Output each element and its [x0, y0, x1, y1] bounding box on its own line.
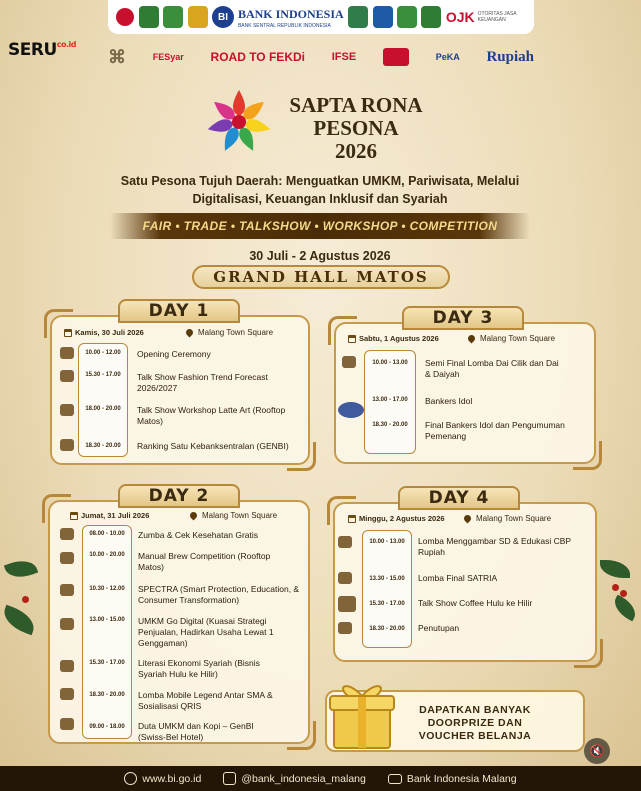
spectra-icon: [60, 584, 74, 596]
globe-icon: [124, 772, 137, 785]
calendar-icon: [348, 335, 356, 343]
event-name: Semi Final Lomba Dai Cilik dan Dai & Daiyah: [425, 358, 559, 379]
speaker-muted-icon: 🔇: [589, 744, 605, 758]
location-pin-icon: [463, 514, 473, 524]
gift-box-icon: [328, 676, 396, 752]
event-time: 13.00 - 15.00: [89, 617, 125, 623]
event-time: 13.30 - 15.00: [369, 576, 405, 582]
anniversary-logo-icon: [383, 48, 409, 66]
drawing-icon: [338, 536, 352, 548]
seru-word: SERU: [8, 40, 57, 60]
event-name: Lomba Menggambar SD & Edukasi CBP Rupiah: [418, 536, 571, 557]
regency-logo-icon: [373, 6, 393, 28]
kopi-malang-icon: [338, 596, 356, 612]
day4-date: Minggu, 2 Agustus 2026: [348, 514, 445, 523]
decor-leaf: [4, 555, 38, 582]
event-name: Final Bankers Idol dan Pengumuman Pemenang: [425, 420, 565, 441]
event-time: 10.00 - 12.00: [85, 350, 121, 356]
bank-indonesia-logo: [212, 5, 344, 29]
instagram-icon: [223, 772, 236, 785]
location-pin-icon: [467, 334, 477, 344]
karya-kreatif-logo-icon: ⌘: [108, 46, 126, 67]
sponsor-ifse: IFSE: [331, 51, 357, 63]
day3-tab: DAY 3: [402, 306, 524, 330]
sponsor-fesyar: FESyar: [152, 52, 184, 62]
event-name: Bankers Idol: [425, 396, 473, 406]
day1-tab: DAY 1: [118, 299, 240, 323]
event-time: 13.00 - 17.00: [372, 397, 408, 403]
event-time: 18.30 - 20.00: [89, 692, 125, 698]
decor-leaf: [0, 605, 38, 635]
zumba-icon: [60, 528, 74, 540]
event-name: Lomba Mobile Legend Antar SMA & Sosialisasi QRIS: [138, 690, 273, 711]
decor-berry: [620, 590, 627, 597]
location-pin-icon: [189, 511, 199, 521]
event-name: Manual Brew Competition (Rooftop Matos): [138, 551, 271, 572]
syariah-icon: [60, 660, 74, 672]
closing-icon: [338, 622, 352, 634]
seru-domain: co.id: [56, 40, 77, 49]
decor-berry: [22, 596, 29, 603]
event-name: UMKM Go Digital (Kuasai Strategi Penjualan, Hadirkan Usaha Lewat 1 Genggaman): [138, 616, 274, 648]
sapta-rona-flower-logo-icon: [203, 86, 275, 158]
day2-location: Malang Town Square: [190, 511, 277, 520]
ojk-subtitle: OTORITAS JASA KEUANGAN: [477, 11, 517, 23]
footer-website[interactable]: [124, 772, 201, 785]
event-name: Literasi Ekonomi Syariah (Bisnis Syariah Hulu ke Hilir): [138, 658, 260, 679]
calendar-icon: [70, 512, 78, 520]
event-time: 15.30 - 17.00: [85, 372, 121, 378]
partner-logo-bar: [108, 0, 534, 34]
jatim-logo-icon: [116, 8, 134, 26]
day3-date: Sabtu, 1 Agustus 2026: [348, 334, 439, 343]
event-time: 15.30 - 17.00: [369, 601, 405, 607]
event-name: Penutupan: [418, 623, 460, 633]
genbi-icon: [60, 439, 74, 451]
event-date-range: 30 Juli - 2 Agustus 2026: [249, 249, 391, 263]
footer-youtube[interactable]: [388, 773, 517, 785]
sponsor-fekdi: ROAD TO FEKDi: [210, 50, 305, 64]
day2-date: Jumat, 31 Juli 2026: [70, 511, 149, 520]
sponsor-logo-row: [108, 40, 534, 74]
day4-location: Malang Town Square: [464, 514, 551, 523]
event-time: 18.30 - 20.00: [85, 443, 121, 449]
event-time: 10.00 - 13.00: [369, 539, 405, 545]
day3-location: Malang Town Square: [468, 334, 555, 343]
decor-leaf: [610, 595, 641, 622]
day1-date: Kamis, 30 Juli 2026: [64, 328, 144, 337]
decor-berry: [612, 584, 619, 591]
regency-logo-icon: [397, 6, 417, 28]
event-name: Talk Show Fashion Trend Forecast 2026/2027: [137, 372, 268, 393]
duta-umkm-icon: [60, 718, 74, 730]
event-title-line2: PESONA: [313, 116, 399, 140]
event-name: Lomba Final SATRIA: [418, 573, 498, 583]
event-time: 10.00 - 20.00: [89, 552, 125, 558]
mobile-legend-icon: [60, 688, 74, 700]
latte-art-icon: [60, 404, 74, 416]
ceremony-icon: [60, 347, 74, 359]
youtube-channel[interactable]: Bank Indonesia Malang: [406, 772, 517, 785]
bank-indonesia-subtitle: BANK SENTRAL REPUBLIK INDONESIA: [237, 23, 331, 29]
decor-leaf: [600, 560, 630, 578]
footer-instagram[interactable]: [223, 772, 366, 785]
location-pin-icon: [185, 328, 195, 338]
event-time: 10.00 - 13.00: [372, 360, 408, 366]
day2-tab: DAY 2: [118, 484, 240, 508]
activities-ribbon: FAIR • TRADE • TALKSHOW • WORKSHOP • COMPETITION: [110, 213, 530, 239]
day1-time-column: [78, 343, 128, 457]
event-name: SPECTRA (Smart Protection, Education, & Consumer Transformation): [138, 584, 300, 605]
event-title-line3: 2026: [335, 139, 377, 163]
youtube-icon: [388, 774, 402, 784]
umkm-digital-icon: [60, 618, 74, 630]
day1-location: Malang Town Square: [186, 328, 273, 337]
event-name: Ranking Satu Kebanksentralan (GENBI): [137, 441, 289, 451]
fashion-icon: [60, 370, 74, 382]
seru-watermark: [8, 40, 76, 60]
bank-indonesia-mark-icon: BI: [212, 6, 234, 28]
calendar-icon: [348, 515, 356, 523]
doorprize-text: DAPATKAN BANYAK DOORPRIZE DAN VOUCHER BELANJA: [418, 704, 532, 742]
ojk-logo: [446, 9, 526, 25]
footer-bar: [0, 766, 641, 791]
event-time: 15.30 - 17.00: [89, 660, 125, 666]
ojk-mark: OJK: [445, 9, 475, 25]
sponsor-peka: PeKA: [435, 52, 460, 62]
event-title-line1: SAPTA RONA: [289, 93, 423, 117]
regency-logo-icon: [348, 6, 368, 28]
bank-indonesia-name: BANK INDONESIA: [237, 7, 344, 21]
day4-tab: DAY 4: [398, 486, 520, 510]
event-title: [281, 94, 431, 163]
event-time: 10.30 - 12.00: [89, 586, 125, 592]
manual-brew-icon: [60, 552, 74, 564]
event-name: Talk Show Coffee Hulu ke Hilir: [418, 598, 533, 608]
regency-logo-icon: [139, 6, 159, 28]
event-name: Talk Show Workshop Latte Art (Rooftop Matos): [137, 405, 286, 426]
event-time: 09.00 - 18.00: [89, 724, 125, 730]
mute-button[interactable]: [584, 738, 610, 764]
event-time: 18.30 - 20.00: [369, 626, 405, 632]
event-time: 08.00 - 10.00: [89, 531, 125, 537]
event-time: 18.00 - 20.00: [85, 406, 121, 412]
event-name: Opening Ceremony: [137, 349, 211, 359]
city-logo-icon: [188, 6, 208, 28]
calendar-icon: [64, 329, 72, 337]
sponsor-rupiah: Rupiah: [486, 48, 534, 65]
event-tagline: Satu Pesona Tujuh Daerah: Menguatkan UMKM, Pariwisata, Melalui Digitalisasi, Keuangan Inklusif dan Syariah: [120, 174, 520, 206]
event-name: Zumba & Cek Kesehatan Gratis: [138, 530, 259, 540]
event-name: Duta UMKM dan Kopi – GenBI (Swiss-Bel Hotel): [138, 721, 254, 742]
satria-icon: [338, 572, 352, 584]
event-venue: GRAND HALL MATOS: [192, 265, 450, 289]
event-time: 18.30 - 20.00: [372, 422, 408, 428]
bankers-idol-icon: [338, 402, 364, 418]
dai-icon: [342, 356, 356, 368]
regency-logo-icon: [163, 6, 183, 28]
website-link[interactable]: www.bi.go.id: [142, 772, 202, 785]
instagram-handle[interactable]: @bank_indonesia_malang: [241, 772, 366, 785]
regency-logo-icon: [421, 6, 441, 28]
